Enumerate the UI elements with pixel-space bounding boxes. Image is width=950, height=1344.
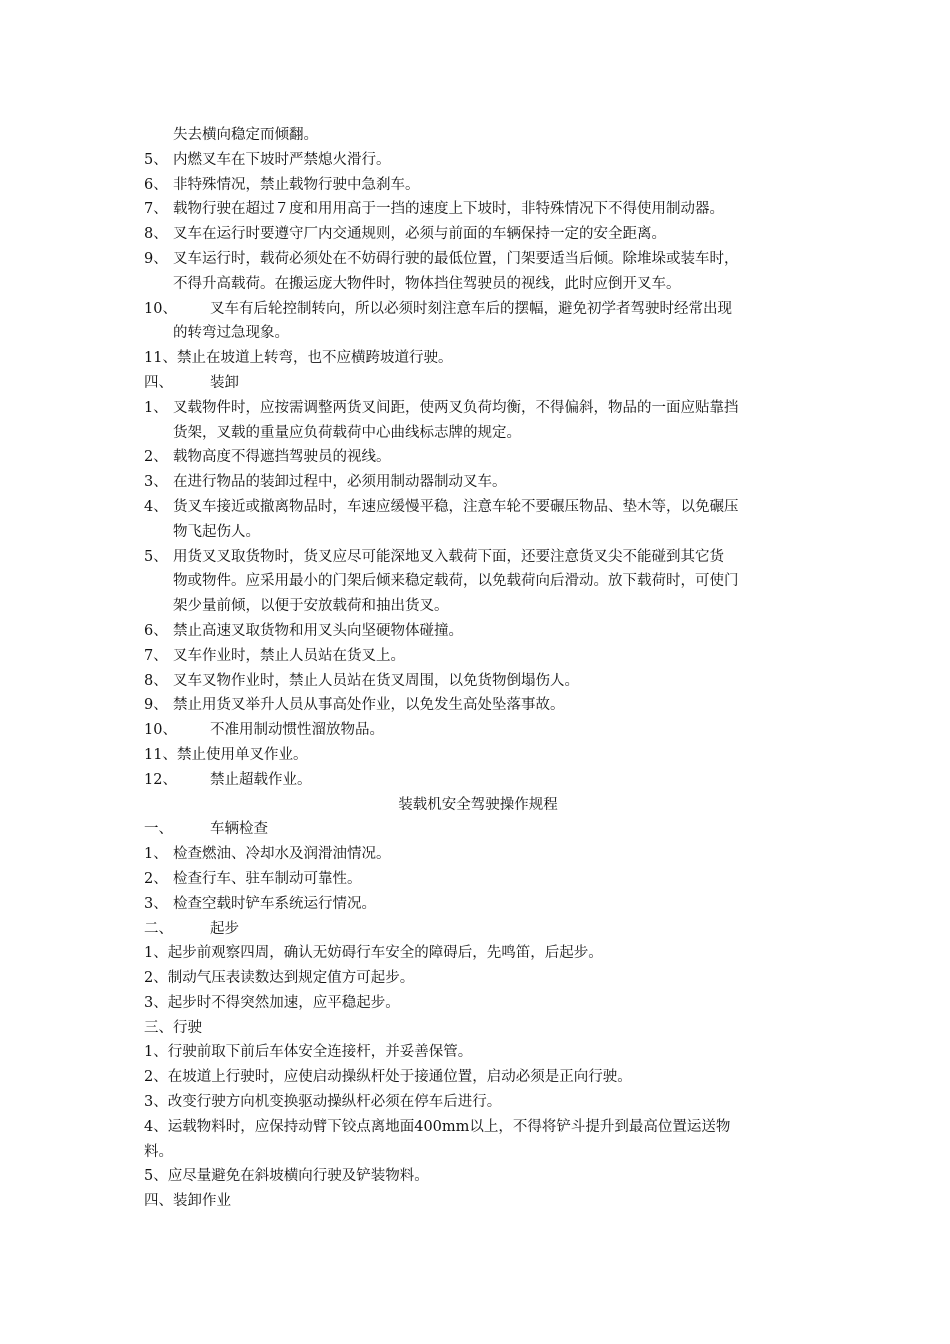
list-number: 12、 (144, 771, 177, 788)
list-item (144, 1189, 812, 1214)
list-item (144, 669, 812, 694)
list-number: 9、 (144, 697, 168, 714)
document-body (144, 123, 812, 1214)
list-number: 7、 (144, 201, 168, 218)
list-number: 3、 (144, 895, 168, 912)
line-text: 3、改变行驶方向机变换驱动操纵杆必须在停车后进行。 (144, 1094, 502, 1111)
list-number: 9、 (144, 250, 168, 267)
line-text: 禁止用货叉举升人员从事高处作业，以免发生高处坠落事故。 (173, 697, 565, 714)
paragraph-continuation (144, 421, 812, 446)
line-text: 物或物件。应采用最小的门架后倾来稳定载荷，以免载荷向后滑动。放下载荷时，可使门 (173, 573, 739, 590)
list-item (144, 842, 812, 867)
line-text: 检查行车、驻车制动可靠性。 (173, 870, 362, 887)
line-text: 叉车在运行时要遵守厂内交通规则，必须与前面的车辆保持一定的安全距离。 (173, 226, 666, 243)
line-text: 11、禁止使用单叉作业。 (144, 746, 308, 763)
list-number: 二、 (144, 920, 173, 937)
line-text: 2、制动气压表读数达到规定值方可起步。 (144, 970, 415, 987)
line-text: 货叉车接近或撤离物品时，车速应缓慢平稳，注意车轮不要碾压物品、垫木等，以免碾压 (173, 498, 739, 515)
line-text: 载物高度不得遮挡驾驶员的视线。 (173, 449, 391, 466)
list-item (144, 917, 812, 942)
line-text: 叉车运行时，载荷必须处在不妨碍行驶的最低位置，门架要适当后倾。除堆垛或装车时， (173, 250, 739, 267)
list-item (144, 867, 812, 892)
list-item (144, 247, 812, 272)
line-text: 装卸 (210, 374, 239, 391)
list-item (144, 693, 812, 718)
line-text: 禁止高速叉取货物和用叉头向坚硬物体碰撞。 (173, 622, 463, 639)
list-number: 一、 (144, 821, 173, 838)
line-text: 非特殊情况，禁止载物行驶中急刹车。 (173, 176, 420, 193)
list-item (144, 1065, 812, 1090)
list-item (144, 197, 812, 222)
line-text: 物飞起伤人。 (173, 523, 260, 540)
line-text: 叉车叉物作业时，禁止人员站在货叉周围，以免货物倒塌伤人。 (173, 672, 579, 689)
line-text: 不准用制动惯性溜放物品。 (210, 722, 384, 739)
line-text: 在进行物品的装卸过程中，必须用制动器制动叉车。 (173, 474, 507, 491)
line-text: 车辆检查 (210, 821, 268, 838)
list-item (144, 1040, 812, 1065)
line-text: 禁止超载作业。 (210, 771, 312, 788)
line-text: 2、在坡道上行驶时，应使启动操纵杆处于接通位置，启动必须是正向行驶。 (144, 1069, 632, 1086)
list-item (144, 346, 812, 371)
list-item (144, 222, 812, 247)
line-text: 检查空载时铲车系统运行情况。 (173, 895, 376, 912)
list-item (144, 495, 812, 520)
list-item (144, 1164, 812, 1189)
list-item (144, 297, 812, 322)
line-text: 三、行驶 (144, 1019, 202, 1036)
list-number: 8、 (144, 672, 168, 689)
list-number: 2、 (144, 449, 168, 466)
list-item (144, 941, 812, 966)
section-title (144, 793, 812, 818)
paragraph-continuation (144, 272, 812, 297)
list-item (144, 817, 812, 842)
paragraph-continuation (144, 569, 812, 594)
line-text: 叉车有后轮控制转向，所以必须时刻注意车后的摆幅，避免初学者驾驶时经常出现 (210, 300, 732, 317)
list-number: 7、 (144, 647, 168, 664)
line-text: 失去横向稳定而倾翻。 (173, 127, 318, 143)
line-text: 料。 (144, 1143, 173, 1160)
line-text: 3、起步时不得突然加速，应平稳起步。 (144, 994, 400, 1011)
paragraph-continuation (144, 321, 812, 346)
list-item (144, 892, 812, 917)
line-text: 载物行驶在超过７度和用用高于一挡的速度上下坡时，非特殊情况下不得使用制动器。 (173, 201, 724, 218)
line-text: 用货叉叉取货物时，货叉应尽可能深地叉入载荷下面，还要注意货叉尖不能碰到其它货 (173, 548, 724, 565)
list-number: 5、 (144, 151, 168, 168)
list-item (144, 470, 812, 495)
list-number: 5、 (144, 548, 168, 565)
list-item (144, 966, 812, 991)
line-text: 叉载物件时，应按需调整两货叉间距，使两叉负荷均衡，不得偏斜，物品的一面应贴靠挡 (173, 399, 739, 416)
list-item (144, 743, 812, 768)
list-item (144, 173, 812, 198)
list-item (144, 396, 812, 421)
list-item (144, 148, 812, 173)
line-text: 货架，叉载的重量应负荷载荷中心曲线标志牌的规定。 (173, 424, 521, 441)
line-text: 不得升高载荷。在搬运庞大物件时，物体挡住驾驶员的视线，此时应倒开叉车。 (173, 275, 681, 292)
paragraph-continuation (144, 123, 812, 148)
list-item (144, 644, 812, 669)
line-text: 的转弯过急现象。 (173, 325, 289, 342)
list-number: 四、 (144, 374, 173, 391)
line-text: 检查燃油、冷却水及润滑油情况。 (173, 846, 391, 863)
list-item (144, 1016, 812, 1041)
list-item (144, 1090, 812, 1115)
list-item (144, 1140, 812, 1165)
list-number: 1、 (144, 846, 168, 863)
list-item (144, 545, 812, 570)
list-item (144, 445, 812, 470)
list-number: 10、 (144, 300, 177, 317)
list-number: 3、 (144, 474, 168, 491)
line-text: 装载机安全驾驶操作规程 (398, 796, 558, 813)
list-number: 2、 (144, 870, 168, 887)
line-text: 架少量前倾，以便于安放载荷和抽出货叉。 (173, 598, 449, 615)
line-text: 5、应尽量避免在斜坡横向行驶及铲装物料。 (144, 1168, 429, 1185)
line-text: 11、禁止在坡道上转弯，也不应横跨坡道行驶。 (144, 350, 453, 367)
list-item (144, 768, 812, 793)
line-text: 4、运载物料时，应保持动臂下铰点离地面400mm以上，不得将铲斗提升到最高位置运送物 (144, 1118, 731, 1135)
paragraph-continuation (144, 594, 812, 619)
line-text: 1、行驶前取下前后车体安全连接杆，并妥善保管。 (144, 1044, 473, 1061)
list-item (144, 991, 812, 1016)
list-number: 10、 (144, 722, 177, 739)
line-text: 四、装卸作业 (144, 1193, 231, 1210)
list-number: 6、 (144, 176, 168, 193)
paragraph-continuation (144, 520, 812, 545)
list-number: 4、 (144, 498, 168, 515)
line-text: 内燃叉车在下坡时严禁熄火滑行。 (173, 151, 391, 168)
list-number: 1、 (144, 399, 168, 416)
list-item (144, 718, 812, 743)
list-number: 6、 (144, 622, 168, 639)
line-text: 1、起步前观察四周，确认无妨碍行车安全的障碍后，先鸣笛，后起步。 (144, 945, 603, 962)
line-text: 起步 (210, 920, 239, 937)
line-text: 叉车作业时，禁止人员站在货叉上。 (173, 647, 405, 664)
list-item (144, 619, 812, 644)
list-number: 8、 (144, 226, 168, 243)
list-item (144, 371, 812, 396)
list-item (144, 1115, 812, 1140)
